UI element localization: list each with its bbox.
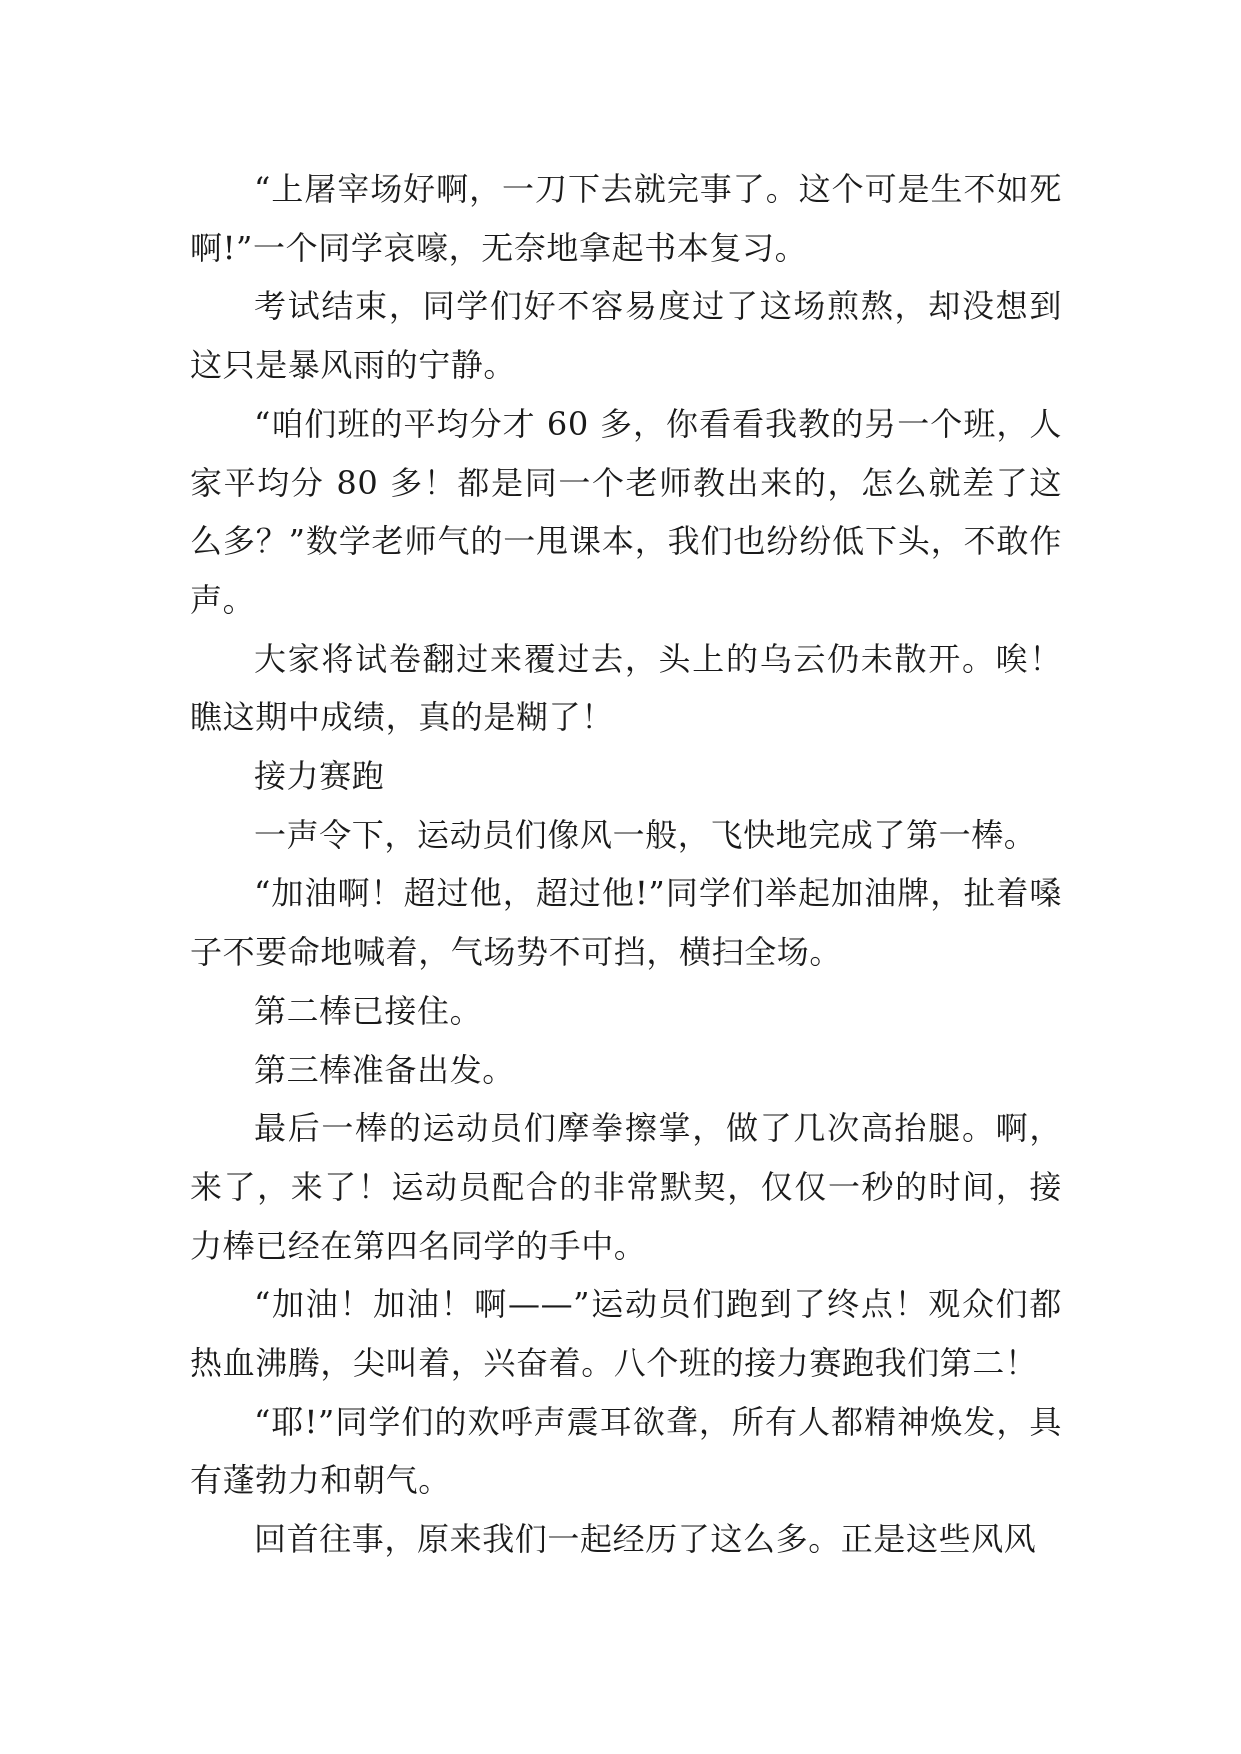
paragraph-3: “咱们班的平均分才 60 多，你看看我教的另一个班，人家平均分 80 多！都是同一个老师教出来的，怎么就差了这么多？”数学老师气的一甩课本，我们也纷纷低下头，不敢作声。 [190,404,1062,619]
section-heading-relay: 接力赛跑 [254,757,385,796]
paragraph-10: 最后一棒的运动员们摩拳擦掌，做了几次高抬腿。啊，来了，来了！运动员配合的非常默契，仅仅一秒的时间，接力棒已经在第四名同学的手中。 [190,1109,1062,1265]
document-body [190,160,1062,1569]
paragraph-12: “耶!”同学们的欢呼声震耳欲聋，所有人都精神焕发，具有蓬勃力和朝气。 [190,1402,1062,1500]
paragraph-11: “加油！加油！啊——”运动员们跑到了终点！观众们都热血沸腾，尖叫着，兴奋着。八个班的接力赛跑我们第二！ [190,1285,1062,1383]
paragraph-8: 第二棒已接住。 [254,991,483,1030]
paragraph-6: 一声令下，运动员们像风一般，飞快地完成了第一棒。 [254,815,1037,854]
paragraph-4: 大家将试卷翻过来覆过去，头上的乌云仍未散开。唉！瞧这期中成绩，真的是糊了！ [190,639,1062,737]
paragraph-2: 考试结束，同学们好不容易度过了这场煎熬，却没想到这只是暴风雨的宁静。 [190,287,1062,385]
paragraph-1: “上屠宰场好啊，一刀下去就完事了。这个可是生不如死啊!”一个同学哀嚎，无奈地拿起书本复习。 [190,170,1062,267]
paragraph-9: 第三棒准备出发。 [254,1050,515,1089]
paragraph-7: “加油啊！超过他，超过他!”同学们举起加油牌，扯着嗓子不要命地喊着，气场势不可挡，横扫全场。 [190,874,1062,972]
paragraph-13: 回首往事，原来我们一起经历了这么多。正是这些风风 [254,1520,1037,1559]
